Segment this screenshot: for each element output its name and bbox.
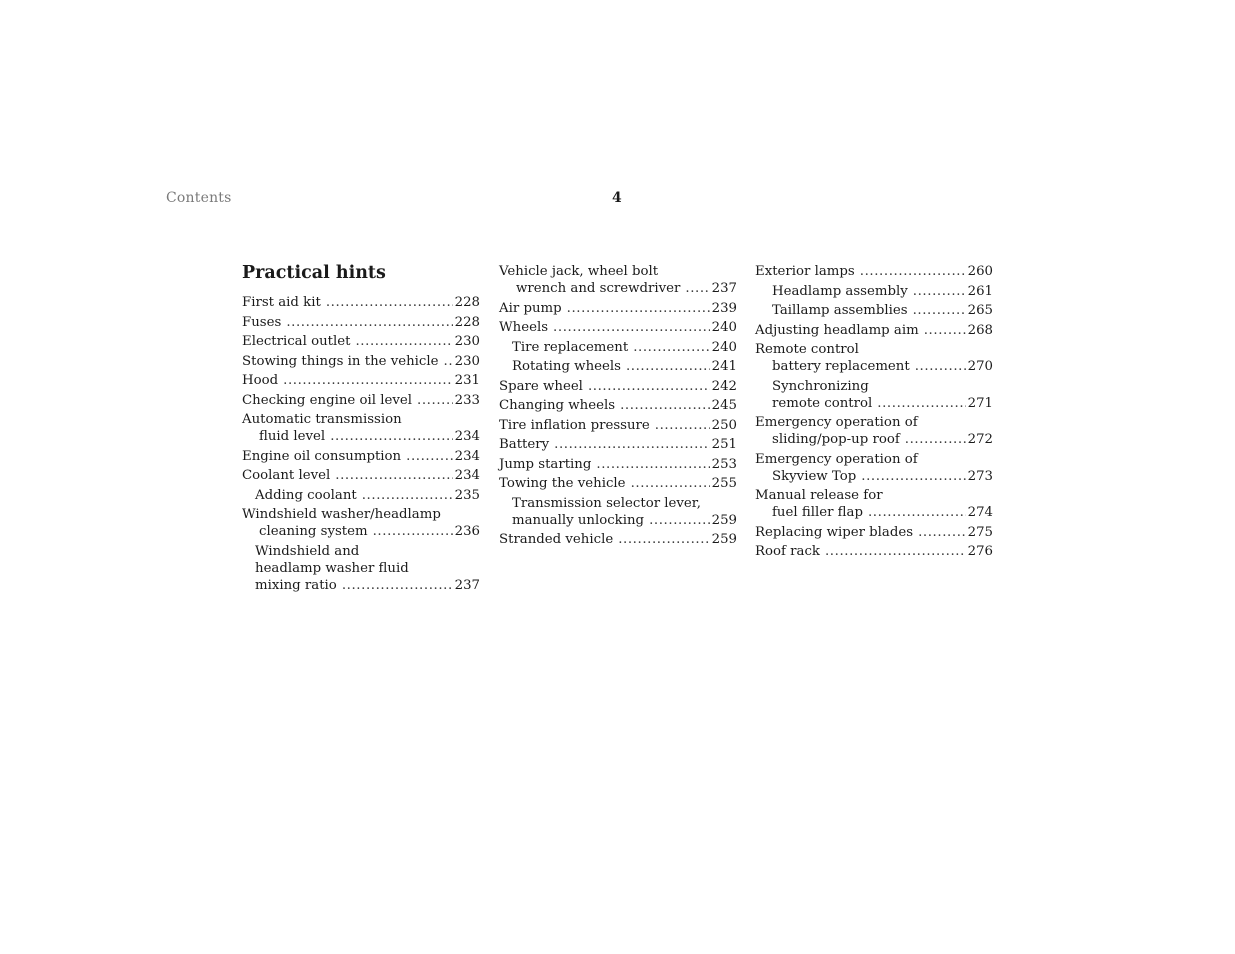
toc-entry-title-line: Tire replacement <box>512 339 629 355</box>
toc-entry-title-line: Fuses <box>242 314 282 330</box>
toc-entry-last-line <box>499 378 737 395</box>
toc-entry-last-line <box>255 577 480 594</box>
toc-entry[interactable] <box>499 436 737 453</box>
dot-leader <box>649 512 710 529</box>
toc-entry-title-line: Spare wheel <box>499 378 583 394</box>
toc-entry[interactable] <box>499 397 737 414</box>
toc-entry-title-line: battery replacement <box>772 359 910 374</box>
dot-leader <box>444 353 453 370</box>
toc-entry-last-line <box>242 333 480 350</box>
toc-entry-page-number: 237 <box>711 281 737 296</box>
toc-entry-title-line: fuel filler flap <box>772 505 863 520</box>
dot-leader <box>913 302 966 319</box>
toc-entry-title-line: Windshield washer/headlamp <box>242 507 441 522</box>
dot-leader <box>915 358 966 375</box>
toc-entry[interactable] <box>499 319 737 336</box>
toc-entry-page-number: 233 <box>454 392 480 408</box>
dot-leader <box>877 395 965 412</box>
toc-entry-last-line <box>499 397 737 414</box>
toc-entry-title-line: Taillamp assemblies <box>772 303 908 318</box>
toc-entry[interactable] <box>242 353 480 370</box>
toc-entry-title-line: headlamp washer fluid <box>255 560 409 576</box>
toc-entry-last-line <box>499 417 737 434</box>
toc-entry-page-number: 231 <box>454 373 480 388</box>
toc-entry-last-line <box>772 395 993 412</box>
toc-entry-last-line <box>242 523 480 540</box>
dot-leader <box>362 487 453 504</box>
toc-entry-title-line: remote control <box>772 395 873 411</box>
dot-leader <box>286 314 452 331</box>
toc-entry-title-line: cleaning system <box>259 524 368 539</box>
toc-entry-page-number: 274 <box>967 505 993 520</box>
toc-entry[interactable] <box>242 411 480 445</box>
toc-entry-page-number: 270 <box>967 359 993 374</box>
toc-entry-title-line: Vehicle jack, wheel bolt <box>499 264 659 279</box>
toc-entry-page-number: 234 <box>454 448 480 464</box>
toc-entry-page-number: 251 <box>711 437 737 452</box>
toc-entry-page-number: 242 <box>711 378 737 394</box>
dot-leader <box>655 417 710 434</box>
dot-leader <box>554 436 709 453</box>
toc-entry-last-line <box>755 504 993 521</box>
dot-leader <box>553 319 710 336</box>
toc-entry-page-number: 259 <box>711 512 737 528</box>
toc-entry[interactable] <box>755 322 993 339</box>
toc-entry-title-line: Air pump <box>499 300 562 316</box>
toc-entry[interactable] <box>242 314 480 331</box>
toc-entry[interactable] <box>242 543 480 594</box>
dot-leader <box>918 524 966 541</box>
toc-entry-title-line: Jump starting <box>499 456 592 472</box>
toc-entry-last-line <box>755 431 993 448</box>
toc-entry-last-line <box>755 358 993 375</box>
toc-entry-title-line: Synchronizing <box>772 378 869 394</box>
toc-entry[interactable] <box>242 506 480 540</box>
dot-leader <box>913 283 966 300</box>
toc-entry-title-line: mixing ratio <box>255 577 337 593</box>
toc-entry-last-line <box>255 487 480 504</box>
dot-leader <box>588 378 710 395</box>
dot-leader <box>326 294 453 311</box>
toc-column-2 <box>499 263 737 551</box>
dot-leader <box>406 448 452 465</box>
toc-entry-title-line: fluid level <box>259 429 326 444</box>
dot-leader <box>861 468 965 485</box>
toc-entry-page-number: 255 <box>711 476 737 491</box>
toc-entry-page-number: 276 <box>967 544 993 559</box>
toc-entry[interactable] <box>755 378 993 412</box>
dot-leader <box>860 263 966 280</box>
dot-leader <box>335 467 452 484</box>
toc-entry-last-line <box>242 428 480 445</box>
toc-column-1 <box>242 263 480 596</box>
dot-leader <box>596 456 709 473</box>
toc-entry-last-line <box>499 456 737 473</box>
toc-entry-page-number: 260 <box>967 264 993 279</box>
toc-entry[interactable] <box>755 283 993 300</box>
toc-entry-last-line <box>755 263 993 280</box>
toc-entry-page-number: 250 <box>711 417 737 433</box>
toc-entry[interactable] <box>242 392 480 409</box>
toc-entry-title-line: wrench and screwdriver <box>516 281 681 296</box>
dot-leader <box>373 523 453 540</box>
toc-entry-last-line <box>755 543 993 560</box>
toc-entry[interactable] <box>242 333 480 350</box>
dot-leader <box>417 392 453 409</box>
toc-entry-last-line <box>242 448 480 465</box>
toc-entry-title-line: Stranded vehicle <box>499 532 614 547</box>
toc-entry-title-line: Remote control <box>755 342 859 357</box>
toc-entry-title-line: manually unlocking <box>512 512 645 528</box>
toc-entry-last-line <box>755 468 993 485</box>
toc-entry-title-line: Changing wheels <box>499 398 616 413</box>
toc-entry-last-line <box>499 436 737 453</box>
toc-entry-title-line: Engine oil consumption <box>242 448 402 464</box>
toc-entry[interactable] <box>755 524 993 541</box>
toc-entry[interactable] <box>755 487 993 521</box>
toc-entry[interactable] <box>755 414 993 448</box>
toc-entry[interactable] <box>242 448 480 465</box>
toc-entry[interactable] <box>499 417 737 434</box>
toc-entry[interactable] <box>499 378 737 395</box>
toc-entry-title-line: Coolant level <box>242 468 331 483</box>
toc-entry-page-number: 241 <box>711 359 737 374</box>
dot-leader <box>868 504 966 521</box>
toc-entry-last-line <box>242 314 480 331</box>
dot-leader <box>685 280 709 297</box>
toc-entry[interactable] <box>242 372 480 389</box>
toc-entry-page-number: 228 <box>454 314 480 330</box>
toc-entry-last-line <box>755 524 993 541</box>
toc-entry-last-line <box>242 294 480 311</box>
toc-entry-page-number: 237 <box>454 577 480 593</box>
toc-entry[interactable] <box>499 339 737 356</box>
toc-entry-page-number: 271 <box>967 395 993 411</box>
toc-entry-last-line <box>242 392 480 409</box>
toc-entry-title-line: Transmission selector lever, <box>512 495 701 511</box>
toc-entry-page-number: 253 <box>711 456 737 472</box>
toc-entry-page-number: 268 <box>967 322 993 338</box>
dot-leader <box>633 339 709 356</box>
toc-entry-page-number: 230 <box>454 334 480 349</box>
toc-entry-last-line <box>499 531 737 548</box>
toc-entry-title-line: Adding coolant <box>255 487 357 503</box>
toc-entry-title-line: Exterior lamps <box>755 264 855 279</box>
toc-entry-page-number: 239 <box>711 300 737 316</box>
toc-entry-title-line: Headlamp assembly <box>772 283 908 299</box>
toc-entry[interactable] <box>755 302 993 319</box>
toc-entry-title-line: Stowing things in the vehicle <box>242 353 439 369</box>
dot-leader <box>330 428 452 445</box>
toc-entry-page-number: 240 <box>711 320 737 335</box>
toc-entry-title-line: Rotating wheels <box>512 359 621 374</box>
dot-leader <box>342 577 453 594</box>
toc-entry[interactable] <box>499 475 737 492</box>
toc-entry-page-number: 245 <box>711 398 737 413</box>
toc-entry[interactable] <box>499 531 737 548</box>
toc-entry[interactable] <box>755 263 993 280</box>
toc-entry-title-line: Automatic transmission <box>242 412 402 427</box>
toc-entry-last-line <box>499 300 737 317</box>
toc-entry[interactable] <box>499 456 737 473</box>
toc-entry-last-line <box>512 358 737 375</box>
toc-entry[interactable] <box>499 300 737 317</box>
toc-entry-page-number: 230 <box>454 353 480 369</box>
toc-entry-page-number: 259 <box>711 532 737 547</box>
toc-entry[interactable] <box>755 341 993 375</box>
toc-entry-page-number: 228 <box>454 295 480 310</box>
toc-entry[interactable] <box>499 495 737 529</box>
toc-entry-title-line: Replacing wiper blades <box>755 524 914 540</box>
toc-entry-page-number: 234 <box>454 468 480 483</box>
toc-entry-page-number: 272 <box>967 432 993 447</box>
toc-entry-title-line: Emergency operation of <box>755 451 918 467</box>
toc-entry-title-line: Battery <box>499 437 550 452</box>
dot-leader <box>620 397 710 414</box>
toc-entry-title-line: Roof rack <box>755 544 820 559</box>
page-number: 4 <box>612 190 622 206</box>
toc-entry[interactable] <box>242 294 480 311</box>
toc-entry-title-line: Skyview Top <box>772 468 857 484</box>
toc-entry-last-line <box>499 475 737 492</box>
toc-entry-page-number: 261 <box>967 283 993 299</box>
toc-entry-title-line: Electrical outlet <box>242 334 351 349</box>
toc-entry[interactable] <box>242 487 480 504</box>
toc-entry-title-line: Manual release for <box>755 488 883 503</box>
toc-entry-last-line <box>512 339 737 356</box>
toc-entry-last-line <box>242 353 480 370</box>
toc-entry[interactable] <box>499 358 737 375</box>
toc-entry-title-line: Windshield and <box>255 543 360 559</box>
toc-entry-title-line: Emergency operation of <box>755 415 918 430</box>
toc-entry-last-line <box>755 322 993 339</box>
toc-entry-last-line <box>512 512 737 529</box>
toc-column-3 <box>755 263 993 563</box>
toc-entry-page-number: 236 <box>454 524 480 539</box>
dot-leader <box>567 300 710 317</box>
dot-leader <box>825 543 966 560</box>
section-title: Practical hints <box>242 263 386 283</box>
toc-entry-page-number: 234 <box>454 429 480 444</box>
toc-entry-last-line <box>242 372 480 389</box>
toc-entry-last-line <box>772 283 993 300</box>
dot-leader <box>626 358 710 375</box>
toc-entry-page-number: 235 <box>454 487 480 503</box>
dot-leader <box>618 531 709 548</box>
dot-leader <box>283 372 452 389</box>
toc-entry-title-line: Towing the vehicle <box>499 476 626 491</box>
toc-entry-last-line <box>242 467 480 484</box>
toc-entry-page-number: 240 <box>711 339 737 355</box>
toc-entry-title-line: Tire inflation pressure <box>499 417 650 433</box>
toc-entry-title-line: First aid kit <box>242 295 321 310</box>
toc-entry[interactable] <box>755 543 993 560</box>
dot-leader <box>631 475 710 492</box>
toc-entry[interactable] <box>242 467 480 484</box>
dot-leader <box>355 333 452 350</box>
toc-entry-title-line: sliding/pop-up roof <box>772 432 900 447</box>
toc-entry-title-line: Checking engine oil level <box>242 392 413 408</box>
toc-entry-last-line <box>772 302 993 319</box>
toc-entry-title-line: Adjusting headlamp aim <box>755 322 919 338</box>
toc-entry-title-line: Hood <box>242 373 279 388</box>
toc-entry-page-number: 275 <box>967 524 993 540</box>
dot-leader <box>924 322 966 339</box>
toc-entry-last-line <box>499 280 737 297</box>
dot-leader <box>905 431 966 448</box>
running-head: Contents <box>166 190 232 206</box>
toc-entry[interactable] <box>755 451 993 485</box>
toc-entry[interactable] <box>499 263 737 297</box>
toc-entry-page-number: 273 <box>967 468 993 484</box>
toc-entry-title-line: Wheels <box>499 320 549 335</box>
toc-entry-last-line <box>499 319 737 336</box>
toc-entry-page-number: 265 <box>967 303 993 318</box>
